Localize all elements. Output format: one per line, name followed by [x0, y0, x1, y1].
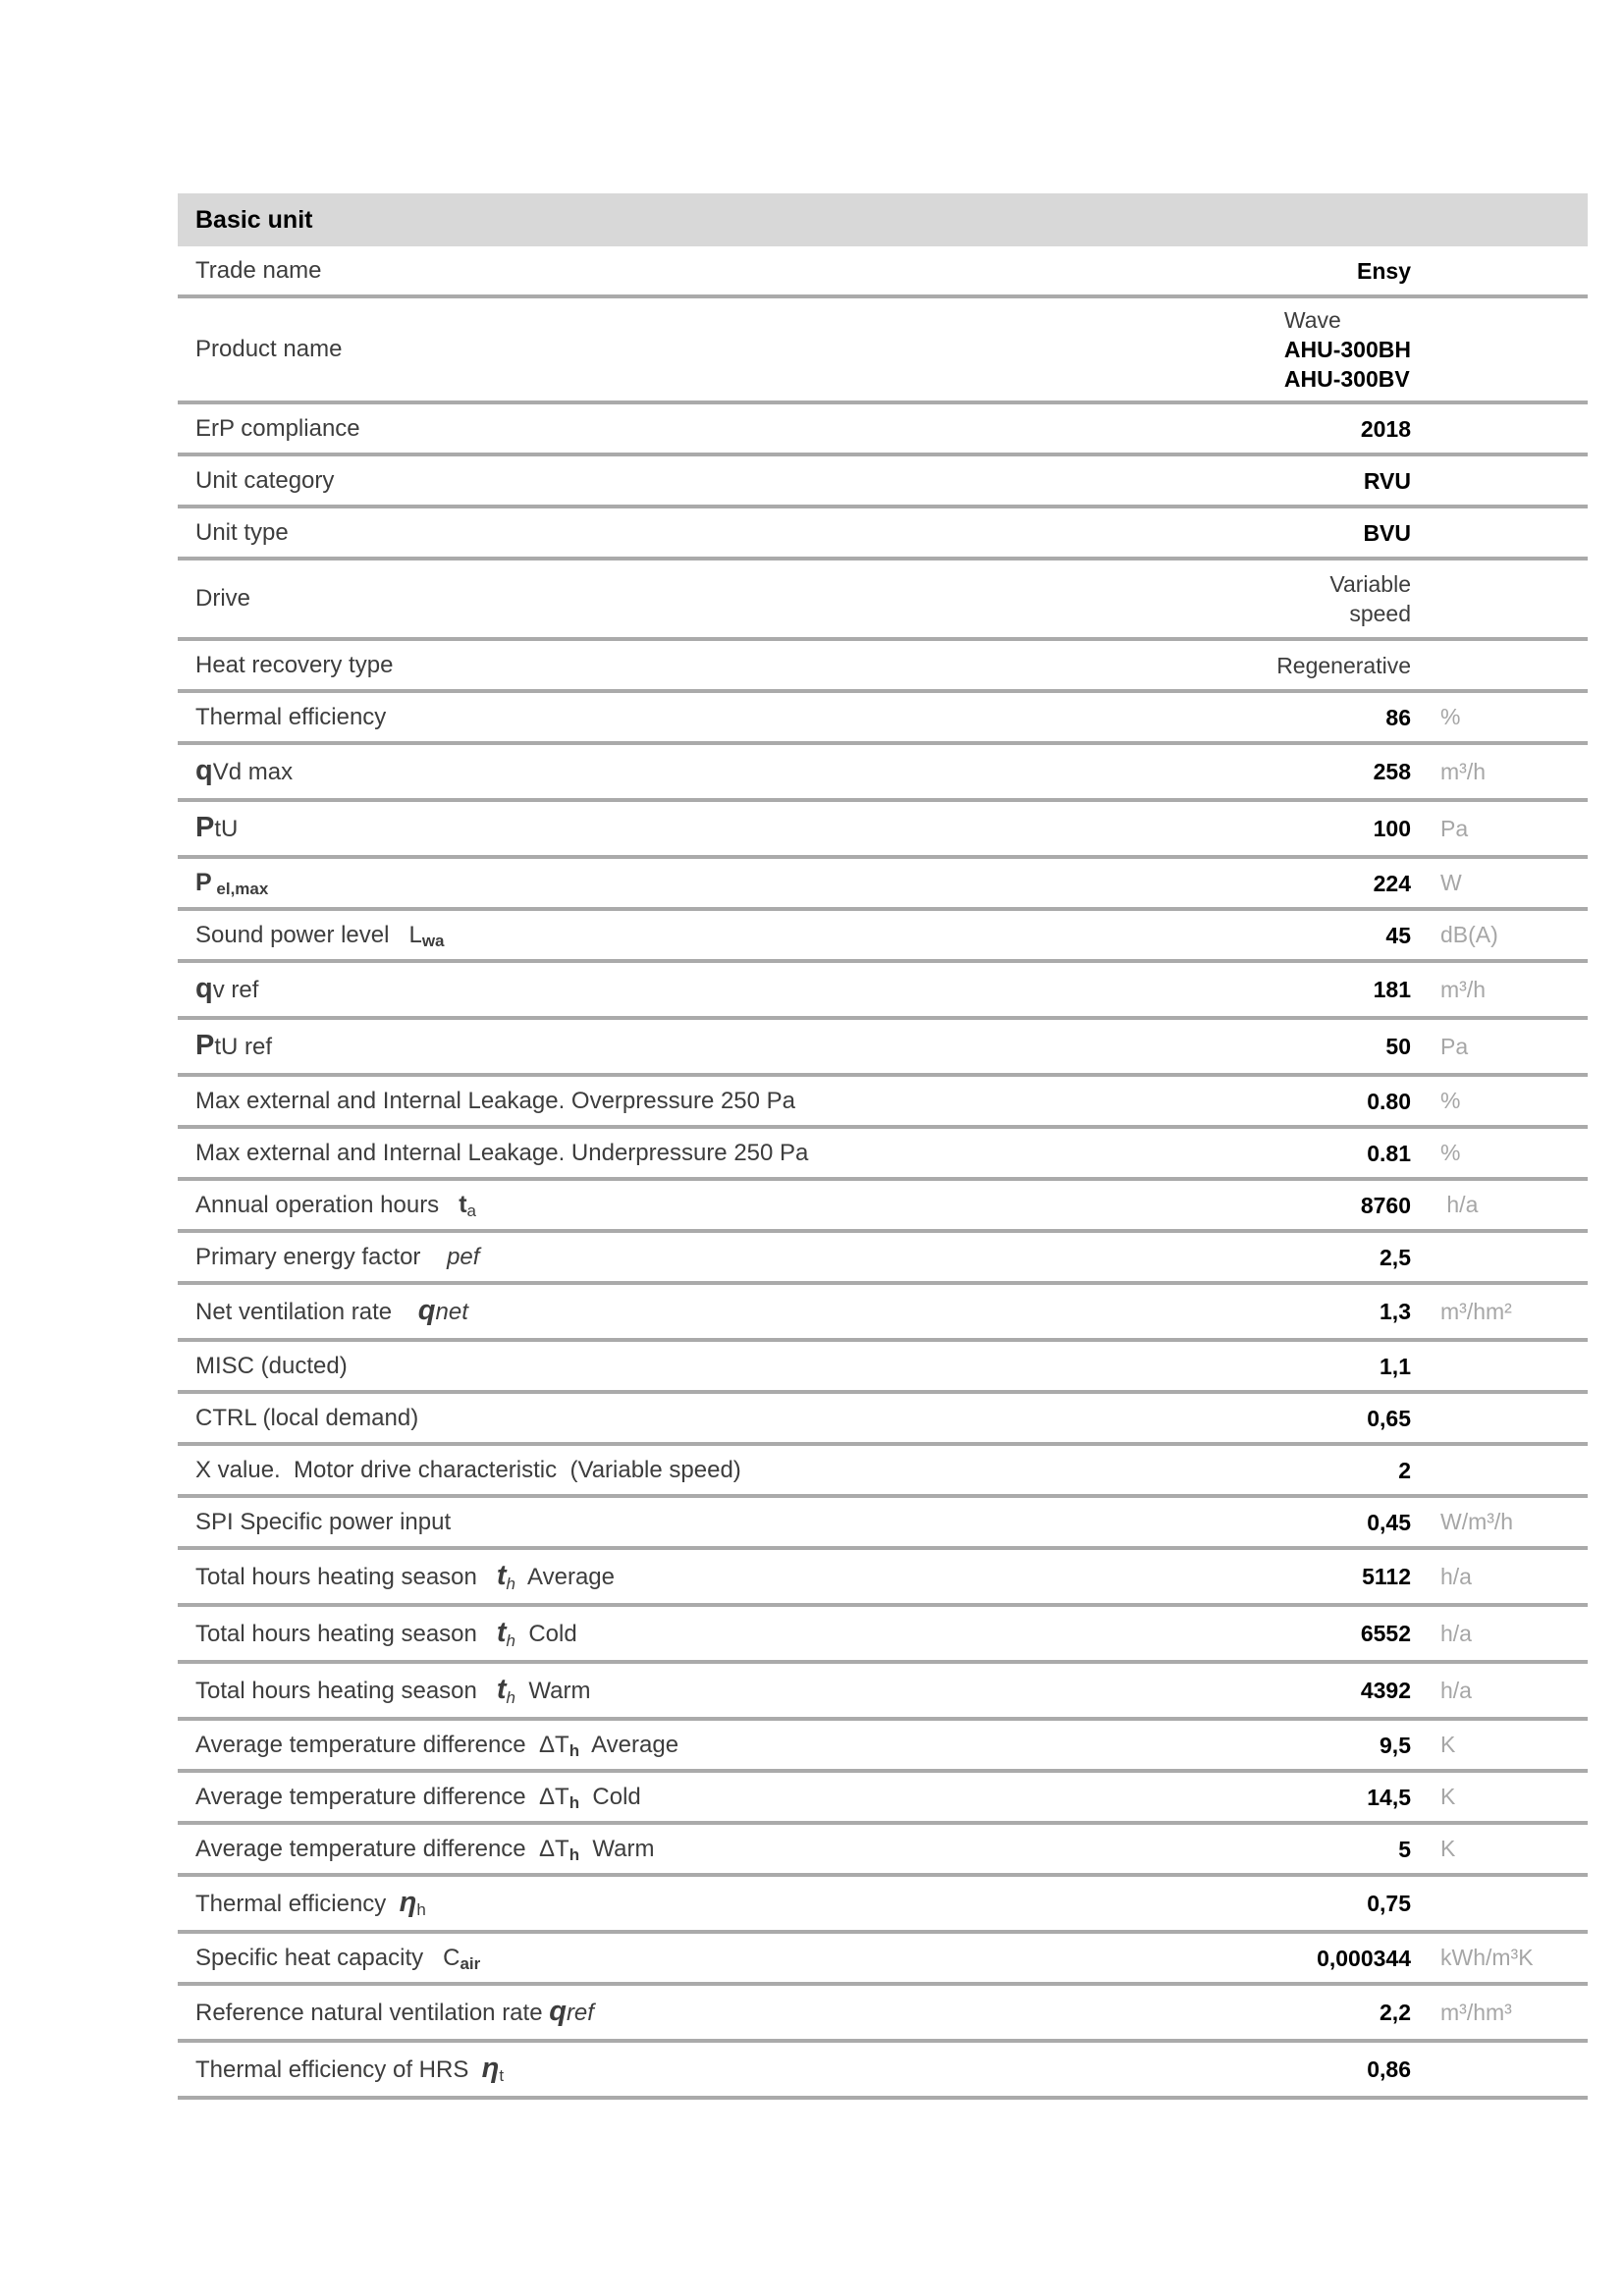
label-segment: SPI Specific power input — [195, 1508, 452, 1535]
label-segment: Max external and Internal Leakage. Overpressure 250 Pa — [195, 1087, 796, 1114]
spec-row — [178, 1446, 1588, 1498]
row-unit: K — [1440, 1836, 1456, 1861]
spec-row — [178, 1077, 1588, 1129]
spec-table — [178, 193, 1588, 2100]
row-value: 0,000344 — [1317, 1945, 1411, 1971]
row-unit: Pa — [1440, 1033, 1469, 1059]
label-segment: Product name — [195, 336, 343, 363]
label-segment: Unit category — [195, 466, 335, 494]
row-value: 6552 — [1360, 1621, 1411, 1646]
label-segment: Cold — [579, 1783, 641, 1810]
label-segment: pef — [447, 1243, 480, 1270]
value-lines — [1116, 569, 1411, 628]
spec-row — [178, 1285, 1588, 1342]
row-label — [178, 1191, 1116, 1219]
row-value: 86 — [1385, 704, 1411, 730]
row-value: 0,75 — [1367, 1891, 1411, 1916]
label-segment: wa — [421, 931, 445, 950]
spec-row — [178, 1394, 1588, 1446]
row-value: 1,1 — [1380, 1353, 1411, 1379]
row-label — [178, 755, 1116, 787]
spec-row — [178, 1721, 1588, 1773]
spec-row — [178, 1550, 1588, 1607]
label-segment: h — [506, 1631, 516, 1651]
row-label — [178, 519, 1116, 547]
label-segment: Average temperature difference ΔT — [195, 1783, 569, 1810]
label-segment: q — [417, 1295, 436, 1327]
label-segment: Total hours heating season — [195, 1678, 497, 1705]
row-unit: h/a — [1440, 1192, 1479, 1217]
label-segment: Thermal efficiency — [195, 1891, 400, 1918]
label-segment: Total hours heating season — [195, 1621, 497, 1648]
label-segment: t — [496, 1674, 507, 1706]
label-segment: v ref — [212, 977, 259, 1004]
label-segment: Total hours heating season — [195, 1564, 497, 1591]
row-label — [178, 1674, 1116, 1706]
table-header — [178, 193, 1588, 246]
row-label — [178, 922, 1116, 949]
row-value: 0.80 — [1367, 1088, 1411, 1114]
label-segment: Average temperature difference ΔT — [195, 1835, 569, 1862]
row-unit: % — [1440, 1088, 1461, 1113]
row-value: 5 — [1398, 1836, 1411, 1862]
row-label — [178, 652, 1116, 679]
row-unit: m³/hm³ — [1440, 1999, 1512, 2025]
label-segment: Thermal efficiency — [195, 703, 387, 730]
row-label — [178, 1405, 1116, 1432]
spec-row — [178, 1020, 1588, 1077]
row-value: 2,5 — [1380, 1244, 1411, 1270]
label-segment: h — [506, 1688, 516, 1708]
spec-row — [178, 1181, 1588, 1233]
spec-row — [178, 1342, 1588, 1394]
label-segment: Drive — [195, 585, 251, 613]
label-segment: P — [195, 869, 212, 897]
label-segment: P — [195, 1030, 215, 1062]
label-segment: Average — [579, 1731, 679, 1758]
spec-row — [178, 1664, 1588, 1721]
spec-row — [178, 246, 1588, 298]
spec-row — [178, 745, 1588, 802]
label-segment: CTRL (local demand) — [195, 1404, 419, 1431]
spec-row — [178, 1986, 1588, 2043]
label-segment: el,max — [211, 880, 269, 899]
row-label — [178, 1457, 1116, 1484]
spec-row — [178, 911, 1588, 963]
label-segment: Trade name — [195, 256, 322, 284]
label-segment: η — [481, 2053, 500, 2085]
value-line: Variable — [1329, 571, 1411, 597]
label-segment: Reference natural ventilation rate — [195, 2000, 550, 2027]
row-label — [178, 2053, 1116, 2085]
spec-row — [178, 1233, 1588, 1285]
label-segment: tU — [214, 816, 239, 843]
row-unit: W — [1440, 870, 1462, 895]
row-unit: kWh/m³K — [1440, 1945, 1534, 1970]
row-value: 50 — [1385, 1034, 1411, 1059]
label-segment: q — [549, 1996, 567, 2028]
label-segment: q — [195, 755, 213, 787]
label-segment: t — [499, 2066, 505, 2086]
row-value: 0.81 — [1367, 1140, 1411, 1166]
row-label — [178, 1140, 1116, 1167]
label-segment: Specific heat capacity C — [195, 1944, 460, 1971]
row-unit: m³/h — [1440, 758, 1486, 784]
row-unit: Pa — [1440, 815, 1469, 841]
label-segment: h — [416, 1900, 426, 1920]
row-unit: m³/hm² — [1440, 1298, 1512, 1324]
label-segment: Thermal efficiency of HRS — [195, 2056, 482, 2084]
table-header-title: Basic unit — [195, 205, 313, 234]
label-segment: η — [399, 1887, 417, 1919]
row-label — [178, 585, 1116, 613]
row-label — [178, 1945, 1116, 1972]
spec-row — [178, 1129, 1588, 1181]
row-value: 5112 — [1362, 1564, 1411, 1589]
row-unit: h/a — [1440, 1563, 1472, 1589]
value-line: speed — [1349, 601, 1411, 626]
spec-row — [178, 963, 1588, 1020]
spec-row — [178, 1877, 1588, 1934]
row-label — [178, 1617, 1116, 1649]
label-segment: Max external and Internal Leakage. Underpressure 250 Pa — [195, 1139, 809, 1166]
row-label — [178, 1295, 1116, 1327]
row-label — [178, 336, 1116, 363]
row-value: 2018 — [1360, 415, 1411, 442]
row-value: 0,86 — [1367, 2056, 1411, 2082]
label-segment: h — [506, 1575, 516, 1594]
spec-row — [178, 1773, 1588, 1825]
spec-row — [178, 1498, 1588, 1550]
row-value: 100 — [1373, 816, 1411, 841]
row-value: BVU — [1363, 519, 1411, 546]
row-unit: K — [1440, 1784, 1456, 1809]
label-segment: Average — [515, 1564, 615, 1591]
spec-row — [178, 641, 1588, 693]
row-label — [178, 1732, 1116, 1759]
row-label — [178, 1887, 1116, 1919]
spec-row — [178, 456, 1588, 508]
spec-row — [178, 693, 1588, 745]
spec-row — [178, 298, 1588, 404]
row-label — [178, 1996, 1116, 2028]
label-segment: tU ref — [214, 1034, 273, 1061]
label-segment: q — [195, 973, 213, 1005]
label-segment: MISC (ducted) — [195, 1352, 348, 1379]
row-label — [178, 869, 1116, 897]
value-line: AHU-300BV — [1283, 366, 1410, 392]
spec-row — [178, 2043, 1588, 2100]
row-value: Ensy — [1357, 257, 1411, 284]
spec-table-rows — [178, 246, 1588, 2100]
row-label — [178, 1836, 1116, 1863]
label-segment: Warm — [579, 1835, 655, 1862]
label-segment: P — [195, 812, 215, 844]
row-value: 258 — [1373, 759, 1411, 784]
row-unit: dB(A) — [1440, 922, 1498, 947]
row-label — [178, 1088, 1116, 1115]
label-segment: Sound power level L — [195, 921, 422, 948]
spec-row — [178, 561, 1588, 641]
row-value: 4392 — [1360, 1678, 1411, 1703]
row-label — [178, 704, 1116, 731]
spec-row — [178, 508, 1588, 561]
row-value: 1,3 — [1380, 1299, 1411, 1324]
spec-row — [178, 1934, 1588, 1986]
row-unit: m³/h — [1440, 976, 1486, 1002]
label-segment: Primary energy factor — [195, 1243, 448, 1270]
spec-row — [178, 404, 1588, 456]
label-segment: h — [568, 1792, 580, 1812]
label-segment: Unit type — [195, 518, 289, 546]
row-unit: % — [1440, 1140, 1461, 1165]
row-value: 9,5 — [1380, 1732, 1411, 1758]
spec-row — [178, 859, 1588, 911]
row-label — [178, 415, 1116, 443]
row-label — [178, 1509, 1116, 1536]
label-segment: h — [568, 1740, 580, 1760]
label-segment: a — [466, 1201, 476, 1221]
label-segment: Annual operation hours — [195, 1192, 460, 1219]
row-unit: h/a — [1440, 1677, 1472, 1703]
label-segment: Average temperature difference ΔT — [195, 1731, 569, 1758]
row-label — [178, 1560, 1116, 1592]
row-value: 2,2 — [1380, 2000, 1411, 2025]
row-value: 181 — [1373, 977, 1411, 1002]
row-label — [178, 1030, 1116, 1062]
label-segment: net — [435, 1299, 468, 1326]
label-segment: Net ventilation rate — [195, 1299, 418, 1326]
value-line: AHU-300BH — [1283, 337, 1411, 362]
label-segment: t — [459, 1191, 467, 1219]
row-label — [178, 257, 1116, 285]
row-label — [178, 1784, 1116, 1811]
label-segment: Warm — [515, 1678, 591, 1705]
row-unit: K — [1440, 1732, 1456, 1757]
row-value: 8760 — [1360, 1192, 1411, 1218]
row-value: 2 — [1398, 1457, 1411, 1483]
row-value: 0,45 — [1367, 1509, 1411, 1535]
label-segment: ref — [566, 2000, 594, 2027]
row-label — [178, 1244, 1116, 1271]
label-segment: Vd max — [212, 759, 294, 786]
label-segment: t — [496, 1617, 507, 1649]
row-value: 14,5 — [1367, 1784, 1411, 1810]
row-unit: h/a — [1440, 1620, 1472, 1646]
spec-row — [178, 1825, 1588, 1877]
value-line: Wave — [1283, 307, 1341, 333]
row-value — [1116, 305, 1411, 394]
row-unit: % — [1440, 704, 1461, 729]
label-segment: h — [568, 1844, 580, 1864]
row-value — [1116, 569, 1411, 628]
row-value: Regenerative — [1276, 652, 1411, 678]
row-value: 224 — [1373, 870, 1411, 896]
row-label — [178, 973, 1116, 1005]
label-segment: air — [460, 1953, 481, 1973]
row-unit: W/m³/h — [1440, 1509, 1514, 1534]
spec-row — [178, 1607, 1588, 1664]
row-value: 0,65 — [1367, 1405, 1411, 1431]
row-label — [178, 1353, 1116, 1380]
label-segment: t — [496, 1560, 507, 1592]
label-segment: X value. Motor drive characteristic (Variable speed) — [195, 1456, 741, 1483]
label-segment: Cold — [515, 1621, 577, 1648]
spec-row — [178, 802, 1588, 859]
label-segment: ErP compliance — [195, 414, 360, 442]
row-label — [178, 812, 1116, 844]
row-label — [178, 467, 1116, 495]
label-segment: Heat recovery type — [195, 651, 394, 678]
row-value: 45 — [1385, 922, 1411, 948]
value-lines — [1284, 305, 1411, 394]
row-value: RVU — [1363, 467, 1411, 494]
